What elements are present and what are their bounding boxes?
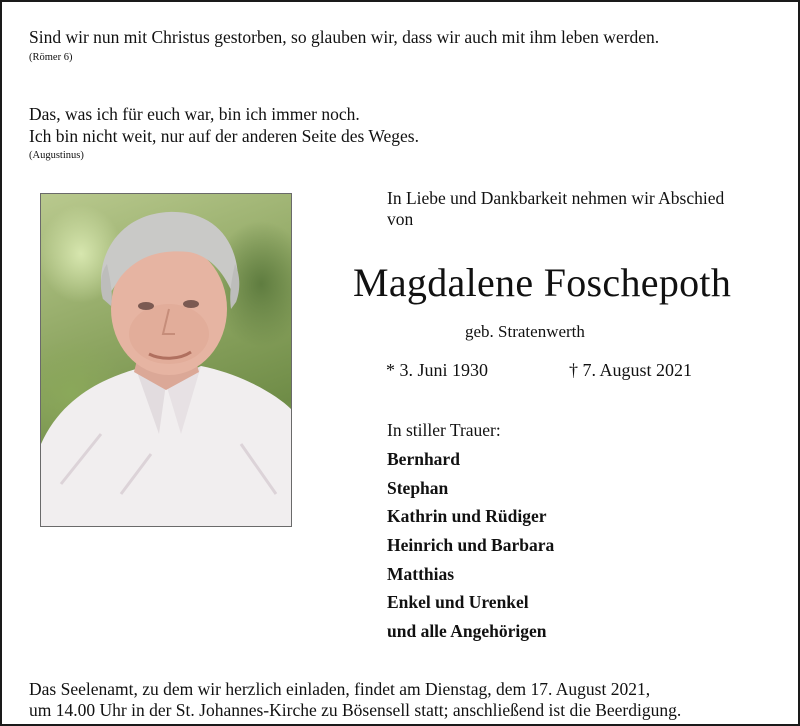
farewell-intro-von: von <box>387 209 414 229</box>
mourners-heading: In stiller Trauer: <box>387 420 501 440</box>
mourner-name: Stephan <box>387 478 449 498</box>
mourner-name: Kathrin und Rüdiger <box>387 506 547 526</box>
deceased-name: Magdalene Foschepoth <box>353 260 732 305</box>
birth-date: * 3. Juni 1930 <box>386 360 489 380</box>
quote-1-text: Sind wir nun mit Christus gestorben, so glauben wir, dass wir auch mit ihm leben werden. <box>29 27 660 47</box>
service-notice-line-1: Das Seelenamt, zu dem wir herzlich einladen, findet am Dienstag, dem 17. August 2021, <box>29 679 651 699</box>
mourner-name: Heinrich und Barbara <box>387 535 555 555</box>
service-notice-line-2: um 14.00 Uhr in der St. Johannes-Kirche zu Bösensell statt; anschließend ist die Beerdigung. <box>29 700 682 720</box>
mourner-name: Bernhard <box>387 449 460 469</box>
quote-2-line-1: Das, was ich für euch war, bin ich immer noch. <box>29 104 360 124</box>
farewell-intro: In Liebe und Dankbarkeit nehmen wir Abschied <box>387 188 725 208</box>
birth-name: geb. Stratenwerth <box>465 322 585 341</box>
mourner-name: Matthias <box>387 564 455 584</box>
mourner-name: Enkel und Urenkel <box>387 592 529 612</box>
portrait-photo <box>40 193 292 527</box>
death-date: † 7. August 2021 <box>569 360 693 380</box>
quote-2-source: (Augustinus) <box>29 150 84 161</box>
quote-1-source: (Römer 6) <box>29 52 73 63</box>
quote-2-line-2: Ich bin nicht weit, nur auf der anderen Seite des Weges. <box>29 126 419 146</box>
mourner-name: und alle Angehörigen <box>387 621 547 641</box>
